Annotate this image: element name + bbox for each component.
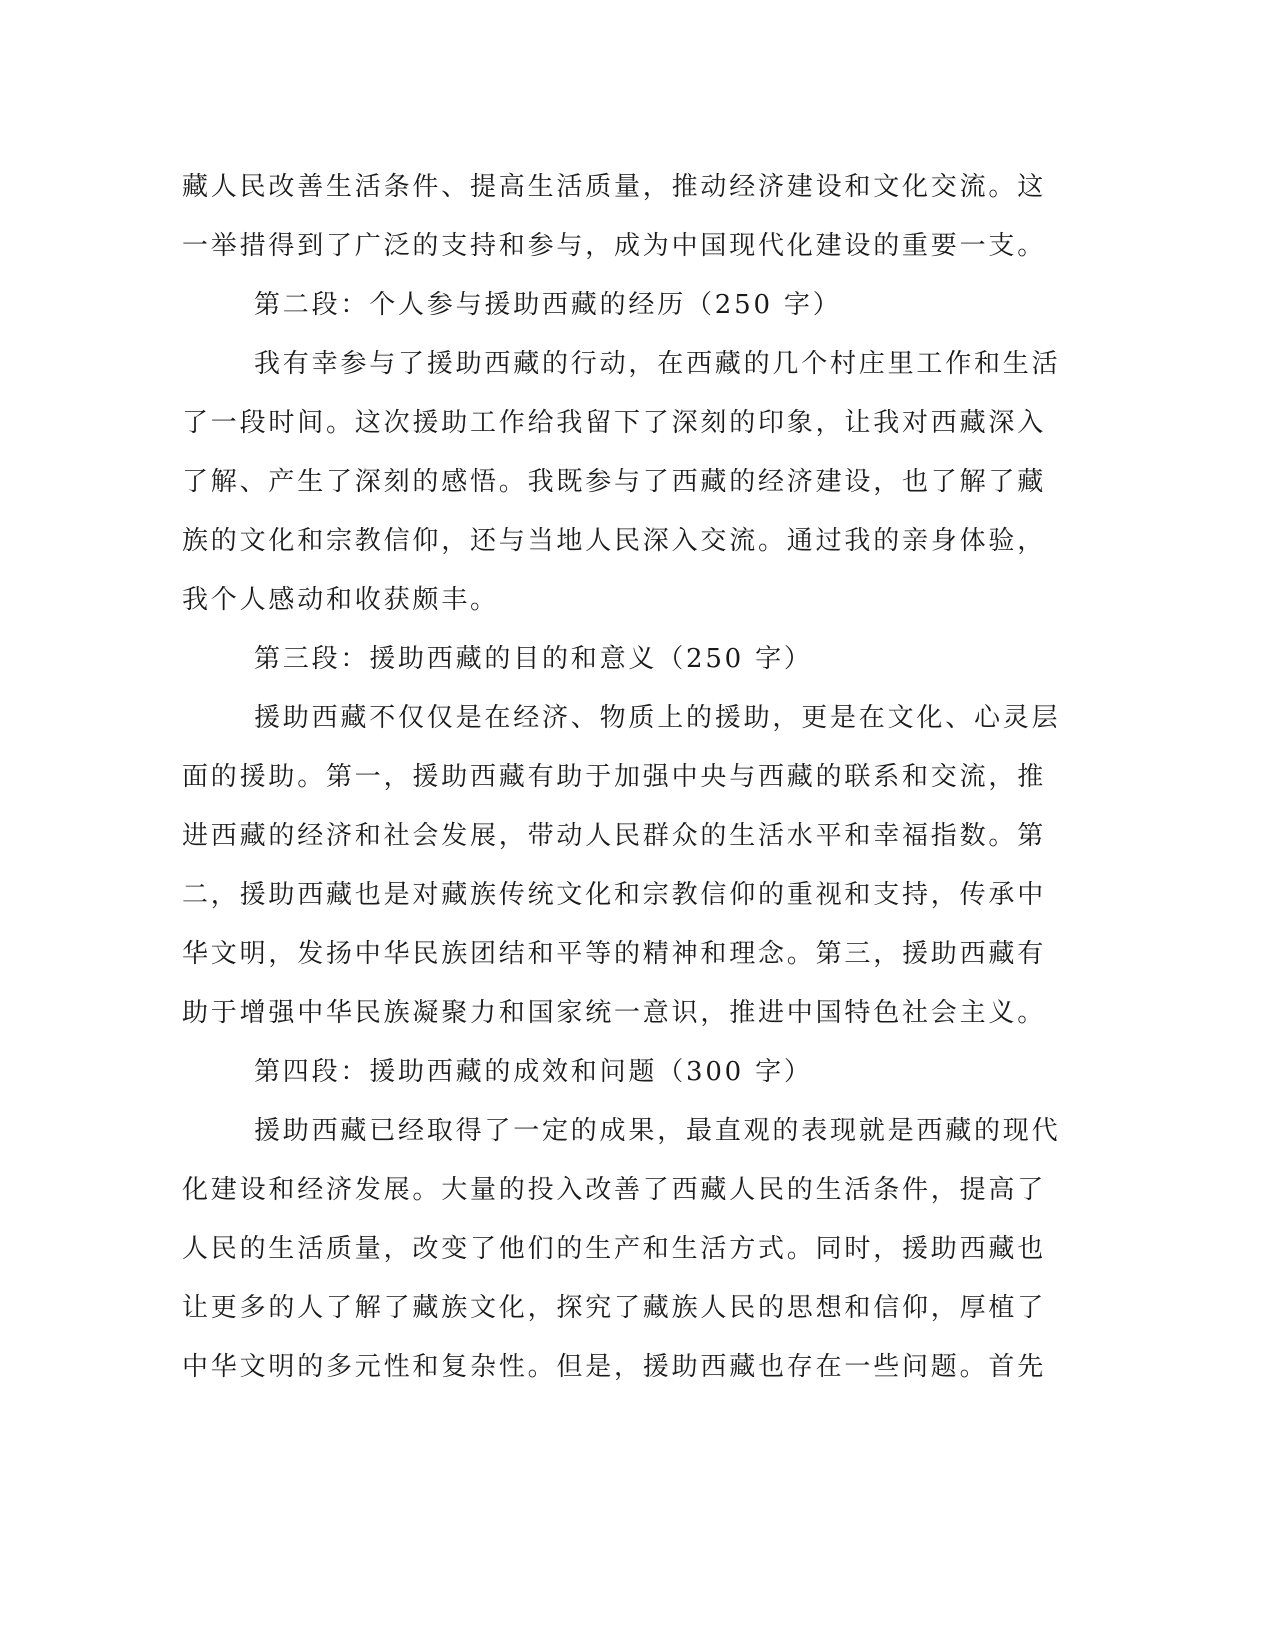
text-line: 一举措得到了广泛的支持和参与，成为中国现代化建设的重要一支。	[182, 231, 1047, 261]
text-line: 族的文化和宗教信仰，还与当地人民深入交流。通过我的亲身体验，	[182, 526, 1047, 556]
text-line: 二，援助西藏也是对藏族传统文化和宗教信仰的重视和支持，传承中	[182, 880, 1047, 910]
text-line: 我有幸参与了援助西藏的行动，在西藏的几个村庄里工作和生活	[254, 349, 1061, 379]
text-line: 华文明，发扬中华民族团结和平等的精神和理念。第三，援助西藏有	[182, 939, 1047, 969]
section-heading: 第四段：援助西藏的成效和问题（300 字）	[254, 1057, 813, 1087]
text-line: 助于增强中华民族凝聚力和国家统一意识，推进中国特色社会主义。	[182, 998, 1047, 1028]
section-heading: 第三段：援助西藏的目的和意义（250 字）	[254, 644, 813, 674]
text-line: 我个人感动和收获颇丰。	[182, 585, 499, 615]
text-line: 藏人民改善生活条件、提高生活质量，推动经济建设和文化交流。这	[182, 172, 1047, 202]
text-line: 面的援助。第一，援助西藏有助于加强中央与西藏的联系和交流，推	[182, 762, 1047, 792]
text-line: 中华文明的多元性和复杂性。但是，援助西藏也存在一些问题。首先	[182, 1352, 1047, 1382]
document-body	[182, 158, 1061, 1397]
text-line: 人民的生活质量，改变了他们的生产和生活方式。同时，援助西藏也	[182, 1234, 1047, 1264]
section-heading: 第二段：个人参与援助西藏的经历（250 字）	[254, 290, 842, 320]
text-line: 让更多的人了解了藏族文化，探究了藏族人民的思想和信仰，厚植了	[182, 1293, 1047, 1323]
text-line: 援助西藏已经取得了一定的成果，最直观的表现就是西藏的现代	[254, 1116, 1061, 1146]
text-line: 援助西藏不仅仅是在经济、物质上的援助，更是在文化、心灵层	[254, 703, 1061, 733]
text-line: 化建设和经济发展。大量的投入改善了西藏人民的生活条件，提高了	[182, 1175, 1047, 1205]
text-line: 了解、产生了深刻的感悟。我既参与了西藏的经济建设，也了解了藏	[182, 467, 1047, 497]
text-line: 了一段时间。这次援助工作给我留下了深刻的印象，让我对西藏深入	[182, 408, 1047, 438]
text-line: 进西藏的经济和社会发展，带动人民群众的生活水平和幸福指数。第	[182, 821, 1047, 851]
